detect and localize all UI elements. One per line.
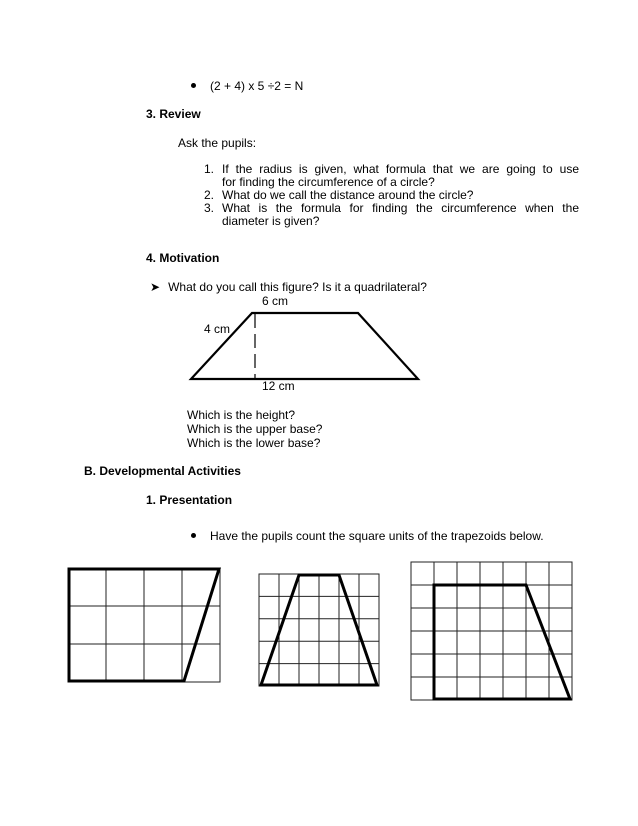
presentation-heading: 1. Presentation [146,493,233,507]
trapezoid-bottom-label: 12 cm [262,379,295,393]
presentation-instruction: Have the pupils count the square units of the trapezoids below. [191,529,544,543]
review-question: 1. If the radius is given, what formula that we are going to use for finding the circumference of a circle? [204,162,579,189]
motivation-prompt: ➤ What do you call this figure? Is it a quadrilateral? [150,280,427,294]
review-intro: Ask the pupils: [178,136,257,150]
grid-figure-1 [68,568,220,682]
review-question-list [204,163,579,228]
grid-trapezoid-1 [69,569,219,681]
formula-line [191,79,303,93]
grid-figure-3 [411,562,572,700]
motivation-question-3: Which is the lower base? [187,436,321,450]
motivation-question-2: Which is the upper base? [187,422,323,436]
trapezoid-top-label: 6 cm [262,294,289,308]
motivation-heading: 4. Motivation [146,251,220,265]
grid-figure-2 [259,574,379,686]
bullet-dot-icon [191,83,196,88]
review-heading: 3. Review [146,107,201,121]
review-question: 2. What do we call the distance around the circle? [204,188,474,202]
arrow-bullet-icon: ➤ [150,280,161,294]
formula-text: (2 + 4) x 5 ÷2 = N [210,79,304,93]
motivation-question-1: Which is the height? [187,408,296,422]
trapezoid-height-label: 4 cm [204,322,231,336]
developmental-heading: B. Developmental Activities [84,464,241,478]
grid-trapezoid-2 [261,575,377,685]
grid-trapezoid-3 [434,585,570,699]
bullet-dot-icon [191,533,196,538]
review-question: 3. What is the formula for finding the circumference when the diameter is given? [204,201,579,228]
